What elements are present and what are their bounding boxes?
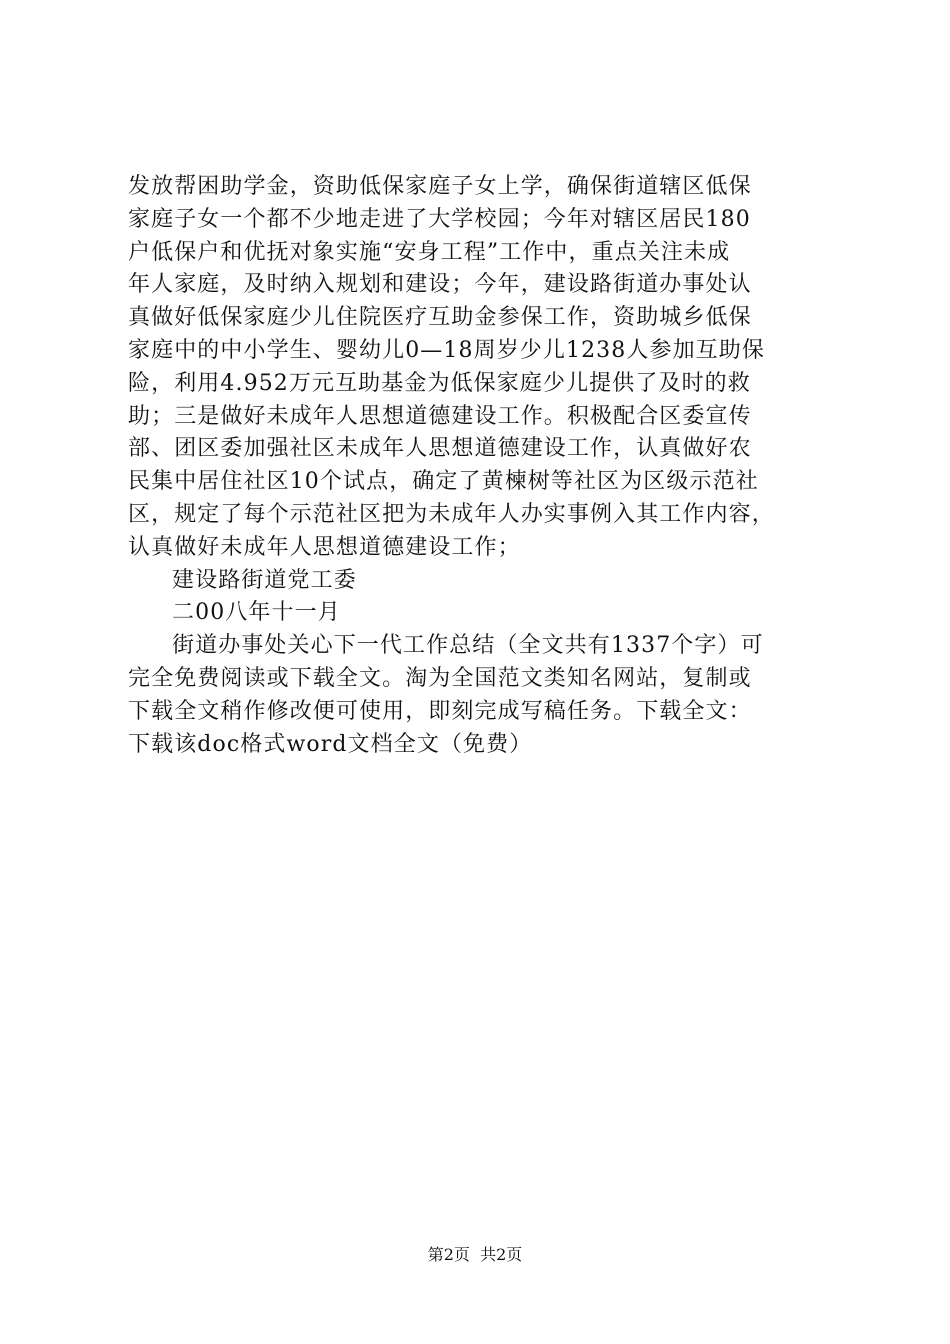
body-line: 区，规定了每个示范社区把为未成年人办实事例入其工作内容， [128,501,775,527]
signature-line: 建设路街道党工委 [172,567,357,593]
body-line: 发放帮困助学金，资助低保家庭子女上学，确保街道辖区低保 [128,174,752,199]
download-link[interactable]: 下载该doc格式word文档全文（免费） [128,731,533,757]
promo-line: 完全免费阅读或下载全文。淘为全国范文类知名网站，复制或 [128,665,752,691]
body-line: 户低保户和优抚对象实施“安身工程”工作中，重点关注未成 [128,239,731,265]
body-line: 认真做好未成年人思想道德建设工作； [128,534,521,560]
body-line: 民集中居住社区10个试点，确定了黄楝树等社区为区级示范社 [128,469,759,495]
promo-line: 街道办事处关心下一代工作总结（全文共有1337个字）可 [172,633,764,659]
body-line: 部、团区委加强社区未成年人思想道德建设工作，认真做好农 [128,436,752,462]
body-line: 助；三是做好未成年人思想道德建设工作。积极配合区委宣传 [128,403,752,429]
page-number-footer: 第2页 共2页 [427,1245,523,1264]
promo-line: 下载全文稍作修改便可使用，即刻完成写稿任务。下载全文： [128,698,752,724]
body-line: 真做好低保家庭少儿住院医疗互助金参保工作，资助城乡低保 [128,305,752,331]
body-line: 年人家庭，及时纳入规划和建设；今年，建设路街道办事处认 [128,272,752,298]
date-line: 二00八年十一月 [172,600,341,626]
body-line: 家庭子女一个都不少地走进了大学校园；今年对辖区居民180 [128,206,751,232]
body-line: 家庭中的中小学生、婴幼儿0—18周岁少儿1238人参加互助保 [128,337,765,363]
body-line: 险，利用4.952万元互助基金为低保家庭少儿提供了及时的救 [128,370,751,396]
document-body [128,171,843,761]
